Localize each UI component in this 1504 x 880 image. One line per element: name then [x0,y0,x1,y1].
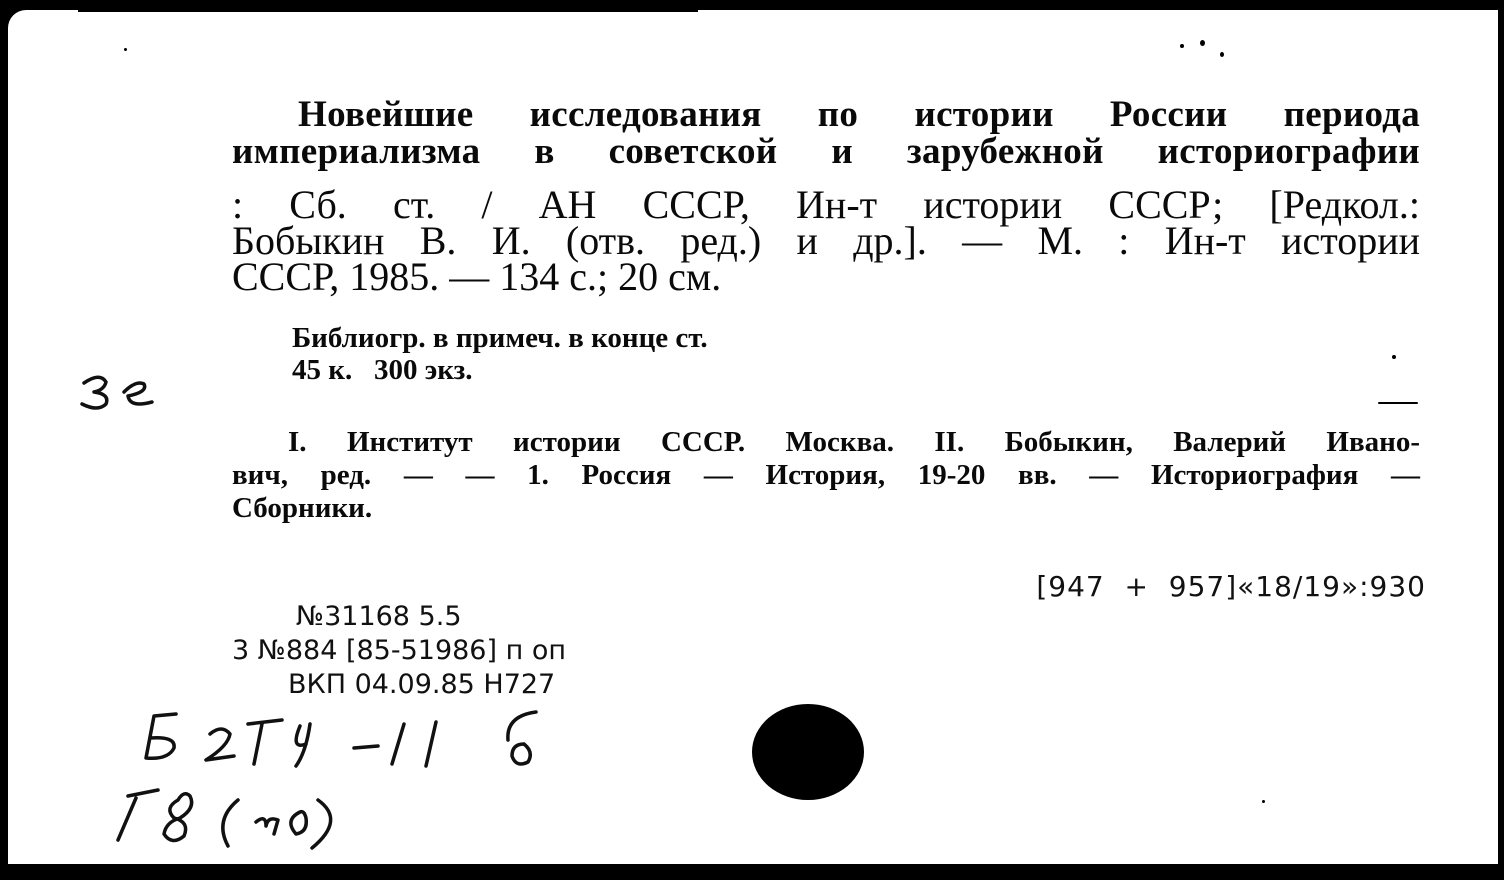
subject-line: вич, ред. — — 1. Россия — История, 19-20 вв. — Историография — [232,459,1420,491]
handwritten-shelf-mark-1 [146,712,536,766]
title-line: Новейшие исследования по истории России периода [298,94,1420,135]
description-line: Бобыкин В. И. (отв. ред.) и др.]. — М. : Ин-т истории [232,218,1420,263]
scan-speck [1378,402,1418,404]
scan-speck [1200,40,1205,46]
tech-line: ВКП 04.09.85 Н727 [288,669,556,700]
tech-line: №31168 5.5 [296,601,462,632]
title-line: империализма в советской и зарубежной историографии [232,131,1420,172]
punch-hole [752,704,864,800]
scan-speck [1392,355,1396,359]
scan-speck [1220,52,1224,57]
description-line: : Сб. ст. / АН СССР, Ин-т истории СССР; [Редкол.: [232,182,1420,227]
subject-line: Сборники. [232,492,373,524]
udc-classification: [947 + 957]«18/19»:930 [1036,570,1426,603]
bibliography-note: Библиогр. в примеч. в конце ст. [292,322,708,354]
tech-line: 3 №884 [85-51986] п оп [232,635,567,666]
scan-speck [1180,44,1184,48]
description-line: СССР, 1985. — 134 с.; 20 см. [232,254,722,299]
price-edition-note: 45 к. 300 экз. [292,354,473,386]
handwritten-mark-left [82,377,152,408]
handwritten-shelf-mark-2 [118,790,331,848]
scan-speck [1262,800,1265,803]
scan-speck [124,48,127,51]
subject-line: I. Институт истории СССР. Москва. II. Бобыкин, Валерий Ивано- [288,426,1420,458]
